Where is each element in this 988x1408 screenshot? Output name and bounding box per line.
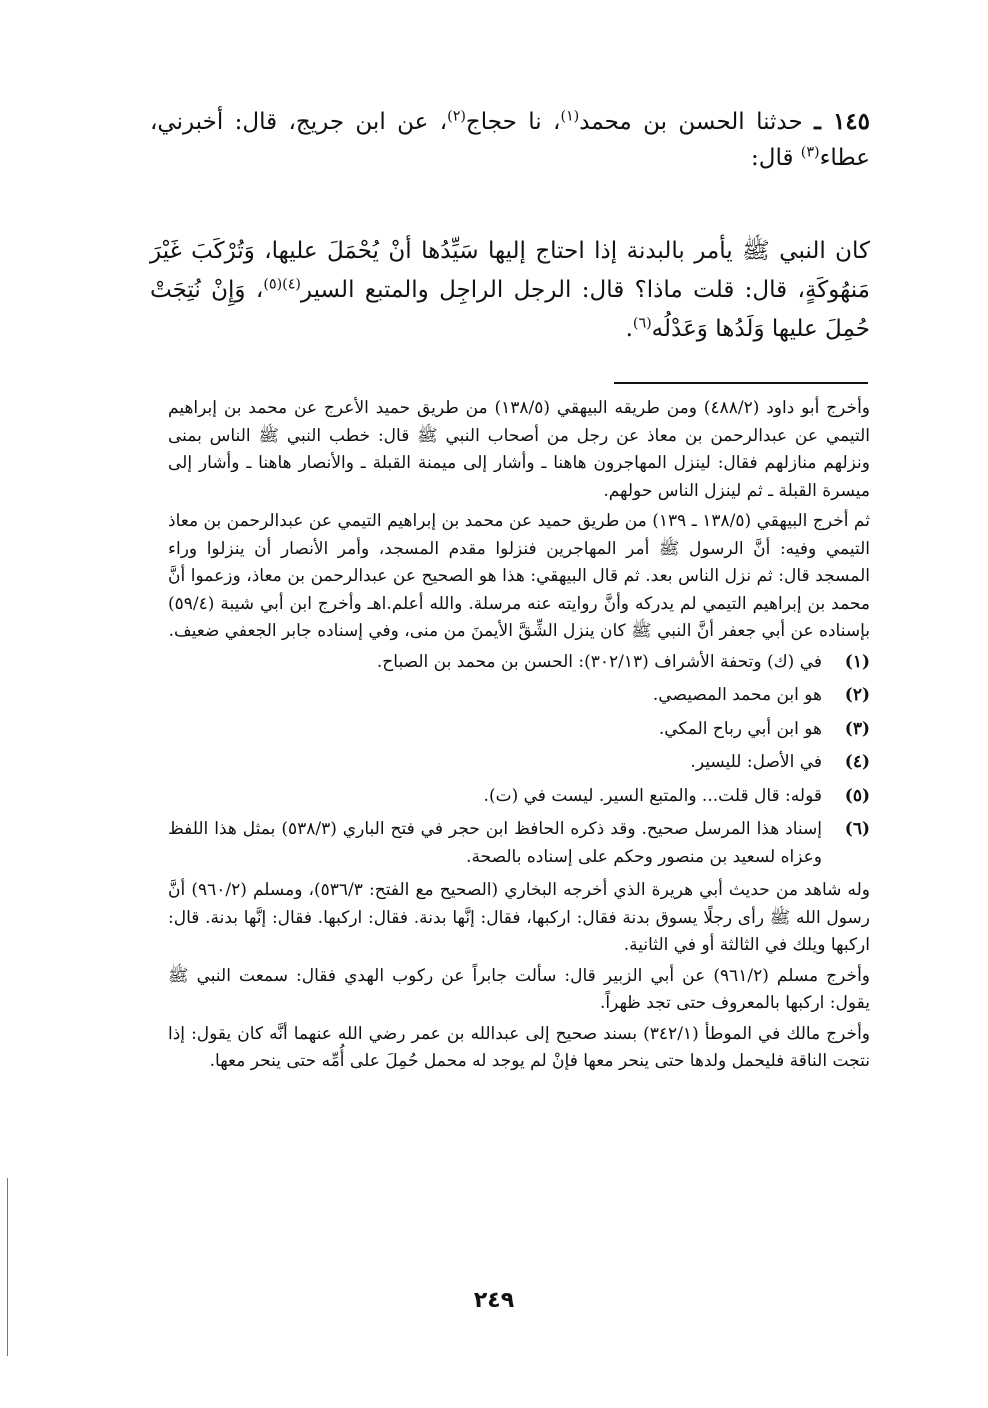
scan-edge-line [7,1178,8,1356]
footnote-6-continuation-3: وأخرج مالك في الموطأ (٣٤٢/١) بسند صحيح إلى عبدالله بن عمر رضي الله عنهما أنَّه كان يقول: إذا نتجت الناقة فليحمل ولدها حتى ينحر معها فإنْ لم يوجد له محمل حُمِلَ على أُمِّه حتى ينحر معها. [168,1023,870,1071]
footnote-text: قوله: قال قلت... والمتبع السير. ليست في (ت). [483,785,822,806]
matn-text-2: ، وَإِنْ نُتِجَتْ حُمِلَ عليها وَلَدُها وَعَدْلُه [150,277,870,342]
footnote-ref-6[interactable]: (٦) [632,315,652,332]
footnote-number: (٢) [844,685,870,705]
footnote-text: في (ك) وتحفة الأشراف (٣٠٢/١٣): الحسن بن محمد بن الصباح. [376,651,822,672]
continued-note-paragraph-2: ثم أخرج البيهقي (١٣٨/٥ ـ ١٣٩) من طريق حميد عن محمد بن إبراهيم التيمي عن عبدالرحمن بن معاذ التيمي وفيه: أنَّ الرسول ﷺ أمر المهاجرين فنزلوا مقدم المسجد، وأمر الأنصار أن ينزلوا وراء المسجد قال: ثم نزل الناس بعد. ثم قال البيهقي: هذا هو الصحيح عن عبدالرحمن بن معاذ، وزعموا أنَّ محمد بن إبراهيم التيمي لم يدركه وأنَّ روايته عنه مرسلة. والله أعلم.اهـ وأخرج ابن أبي شيبة (٥٩/٤) بإسناده عن أبي جعفر أنَّ النبي ﷺ كان ينزل الشِّقَّ الأيمنَ من منى، وفي إسناده جابر الجعفي ضعيف. [168,511,870,641]
footnote-text: إسناد هذا المرسل صحيح. وقد ذكره الحافظ ابن حجر في فتح الباري (٥٣٨/٣) بمثل هذا اللفظ وعزاه لسعيد بن منصور وحكم على إسناده بالصحة. [168,819,822,867]
footnote-ref-4[interactable]: (٤) [282,276,301,293]
footnote-ref-5[interactable]: (٥) [263,276,283,293]
isnad-text-1: حدثنا الحسن بن محمد [579,109,803,135]
footnote-6-continuation-2: وأخرج مسلم (٩٦١/٢) عن أبي الزبير قال: سألت جابراً عن ركوب الهدي فقال: سمعت النبي ﷺ يقول: اركبها بالمعروف حتى تجد ظهراً. [168,965,871,1013]
footnote-number: (٤) [844,752,870,772]
isnad-text-2: ، نا حجاج [465,109,561,135]
footnote-number: (١) [844,651,870,672]
hadith-isnad [150,104,870,176]
footnote-number: (٣) [844,718,870,739]
matn-end: . [625,316,633,342]
continued-note-paragraph-1: وأخرج أبو داود (٤٨٨/٢) ومن طريقه البيهقي (١٣٨/٥) من طريق حميد الأعرج عن محمد بن إبراهيم التيمي عن عبدالرحمن بن معاذ عن رجل من أصحاب النبي ﷺ قال: خطب النبي ﷺ الناس بمنى ونزلهم منازلهم فقال: لينزل المهاجرون هاهنا ـ وأشار إلى ميمنة القبلة ـ والأنصار هاهنا ـ وأشار إلى ميسرة القبلة ـ ثم لينزل الناس حولهم. [168,398,870,501]
footnote-item-3 [168,716,870,744]
footnote-number: (٥) [844,785,870,806]
hadith-number: ١٤٥ ـ [814,108,871,135]
footnote-separator [614,382,868,384]
footnote-item-2 [168,682,870,710]
footnote-ref-2[interactable]: (٢) [447,108,466,125]
footnote-6-continuation-1: وله شاهد من حديث أبي هريرة الذي أخرجه البخاري (الصحيح مع الفتح: ٥٣٦/٣)، ومسلم (٩٦٠/٢) أنَّ رسول الله ﷺ رأى رجلًا يسوق بدنة فقال: اركبها، فقال: إنَّها بدنة. فقال: اركبها. فقال: إنَّها بدنة. قال: اركبها ويلك في الثالثة أو في الثانية. [168,880,870,955]
hadith-matn [150,232,870,349]
isnad-text-3: ، عن ابن جريج، قال: أخبرني، عطاء [150,109,870,171]
footnote-number: (٦) [844,819,870,839]
footnote-ref-1[interactable]: (١) [560,108,580,125]
footnote-item-1 [168,649,870,677]
matn-text-1: كان النبي ﷺ يأمر بالبدنة إذا احتاج إليها سَيِّدُها أنْ يُحْمَلَ عليها، وَتُرْكَبَ غَيْرَ مَنهُوكَةٍ، قال: قلت ماذا؟ قال: الرجل الراجِل والمتبع السير [150,238,870,303]
footnote-item-5 [168,783,870,811]
footnote-item-4 [168,749,870,777]
footnotes-area [168,395,870,1079]
footnote-text: هو ابن أبي رباح المكي. [658,718,822,739]
footnote-text: في الأصل: لليسير. [690,752,822,772]
footnote-item-6 [168,816,870,871]
footnote-text: هو ابن محمد المصيصي. [652,685,822,705]
isnad-text-4: قال: [751,145,801,171]
footnote-ref-3[interactable]: (٣) [800,144,820,161]
page-number: ٢٤٩ [473,1288,515,1313]
